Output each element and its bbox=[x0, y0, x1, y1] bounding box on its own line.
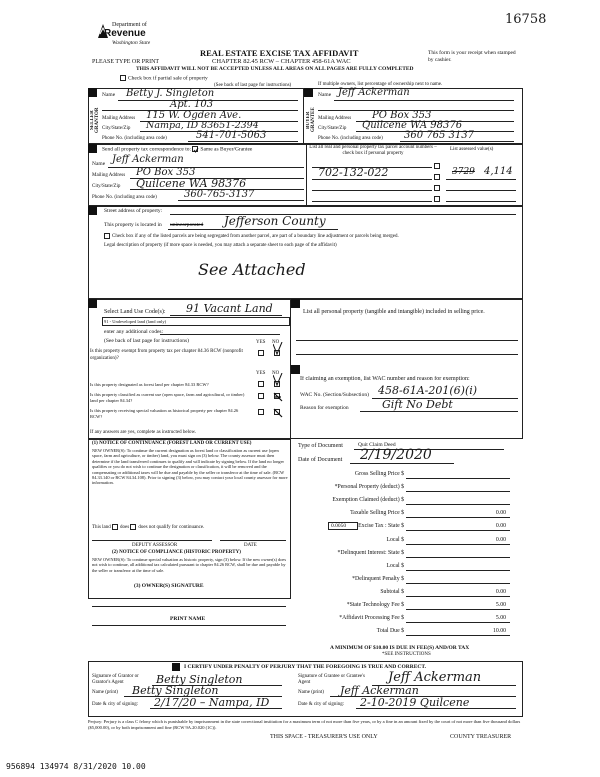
seller-phone-line bbox=[188, 141, 298, 142]
current-use-question: Is this property classified as current use (open space, farm and agricultural, or timber) land per chapter 84.34? bbox=[90, 392, 245, 403]
corr-mailing[interactable]: PO Box 353 bbox=[136, 167, 196, 178]
assessed-header: List assessed value(s) bbox=[450, 147, 494, 152]
notice1-title: (1) NOTICE OF CONTINUANCE (FOREST LAND OR CURRENT USE) bbox=[92, 441, 252, 446]
minimum-note: A MINIMUM OF $10.00 IS DUE IN FEE(S) AND/OR TAX bbox=[330, 645, 470, 651]
owner-sig-line bbox=[92, 606, 286, 607]
notice2-title: (2) NOTICE OF COMPLIANCE (HISTORIC PROPERTY) bbox=[112, 550, 241, 555]
grantor-date[interactable]: 2/17/20 – Nampa, ID bbox=[154, 696, 270, 709]
personal-property-line-2 bbox=[296, 354, 518, 355]
tax-row-value[interactable]: 0.00 bbox=[495, 536, 506, 543]
deputy-label: DEPUTY ASSESSOR bbox=[132, 543, 178, 548]
land-does-label: This land bbox=[92, 525, 111, 531]
county-treasurer: COUNTY TREASURER bbox=[450, 734, 512, 740]
parcel-header: List all real and personal property tax parcel account numbers – check box if personal property bbox=[309, 145, 437, 156]
assessed-line-3 bbox=[446, 201, 516, 202]
buyer-phone-line bbox=[400, 141, 514, 142]
seller-mailing-label: Mailing Address bbox=[102, 116, 136, 121]
tax-row-line bbox=[406, 517, 510, 518]
tax-row-label: Local $ bbox=[386, 562, 404, 569]
exempt-yes-checkbox[interactable] bbox=[258, 350, 264, 356]
q2-yes bbox=[258, 393, 266, 399]
parcel-checkbox-row-4 bbox=[434, 196, 442, 202]
street-label: Street address of property: bbox=[104, 208, 163, 214]
tax-row-value[interactable]: 5.00 bbox=[495, 602, 506, 608]
buyer-phone-label: Phone No. (including area code) bbox=[318, 136, 383, 141]
personal-property-checkbox[interactable] bbox=[434, 174, 440, 180]
tax-row-label: Subtotal $ bbox=[380, 588, 404, 595]
forest-yes-checkbox[interactable] bbox=[258, 381, 264, 387]
tax-row-label: *Delinquent Interest: State $ bbox=[337, 549, 404, 556]
form-title: REAL ESTATE EXCISE TAX AFFIDAVIT bbox=[200, 48, 359, 58]
seller-side-label: SELLER GRANTOR bbox=[90, 107, 100, 133]
multiple-owners-note: If multiple owners, list percentage of ownership next to name. bbox=[318, 82, 443, 87]
corr-city-label: City/State/Zip bbox=[92, 184, 121, 189]
no-label-2: NO bbox=[272, 371, 280, 376]
personal-property-line-1 bbox=[296, 340, 518, 341]
section-4-marker bbox=[88, 206, 97, 215]
exempt-no-checkbox[interactable] bbox=[274, 350, 280, 356]
seller-city-label: City/State/Zip bbox=[102, 126, 131, 131]
current-use-yes-checkbox[interactable] bbox=[258, 393, 264, 399]
corr-phone-line bbox=[178, 200, 304, 201]
buyer-name[interactable]: Jeff Ackerman bbox=[338, 87, 410, 98]
assessed-line-1 bbox=[446, 179, 516, 180]
tax-row-line bbox=[406, 544, 510, 545]
buyer-side-label: BUYER GRANTEE bbox=[306, 107, 316, 133]
does-not-checkbox[interactable] bbox=[130, 524, 136, 530]
corr-mailing-label: Mailing Address bbox=[92, 173, 126, 178]
tax-row-line bbox=[406, 491, 510, 492]
doc-type-label: Type of Document bbox=[298, 443, 343, 449]
if-yes-note: If any answers are yes, complete as instructed below. bbox=[90, 430, 197, 435]
doc-date-line bbox=[350, 463, 454, 464]
land-use-code[interactable]: 91 Vacant Land bbox=[186, 302, 273, 315]
owner-sig-label: (3) OWNER(S) SIGNATURE bbox=[134, 583, 204, 589]
q3-yes bbox=[258, 409, 266, 415]
same-as-buyer-checkbox[interactable] bbox=[192, 146, 198, 152]
exempt-question: Is this property exempt from property tax per chapter 84.36 RCW (nonprofit organization)? bbox=[90, 349, 243, 361]
warning-text: THIS AFFIDAVIT WILL NOT BE ACCEPTED UNLESS ALL AREAS ON ALL PAGES ARE FULLY COMPLETED bbox=[136, 66, 414, 72]
tax-row-label: Total Due $ bbox=[376, 628, 404, 635]
exempt-yes-box bbox=[258, 350, 266, 356]
tax-row-label: *Delinquent Penalty $ bbox=[352, 575, 404, 582]
tax-row-line bbox=[406, 478, 510, 479]
same-as-buyer-label: Same as Buyer/Grantee bbox=[200, 146, 253, 153]
historic-question: Is this property receiving special valuation as historical property per chapter 84.26 RCW? bbox=[90, 408, 239, 419]
county-line bbox=[168, 229, 338, 230]
see-instructions: *SEE INSTRUCTIONS bbox=[382, 652, 431, 657]
corr-city[interactable]: Quilcene WA 98376 bbox=[136, 177, 247, 190]
located-in-label: This property is located in bbox=[104, 222, 162, 228]
parcel-line-2 bbox=[312, 179, 432, 180]
tax-row-label: *State Technology Fee $ bbox=[346, 602, 404, 608]
receipt-note: This form is your receipt when stamped by cashier. bbox=[428, 50, 516, 63]
grantee-date-label: Date & city of signing: bbox=[298, 702, 345, 707]
personal-property-checkbox[interactable] bbox=[434, 196, 440, 202]
parcel-checkbox-row-3 bbox=[434, 185, 442, 191]
grantor-name-label: Name (print) bbox=[92, 690, 118, 695]
grantor-sig-label: Signature of Grantor or Grantor's Agent bbox=[92, 674, 139, 685]
land-does-row bbox=[92, 524, 204, 530]
seller-name-label: Name bbox=[102, 92, 116, 98]
certify-text: I CERTIFY UNDER PENALTY OF PERJURY THAT THE FOREGOING IS TRUE AND CORRECT. bbox=[184, 664, 427, 670]
exempt-no-box bbox=[274, 350, 282, 356]
document-number: 16758 bbox=[505, 12, 547, 27]
grantee-sig-label: Signature of Grantee or Grantee's Agent bbox=[298, 674, 365, 685]
see-back-note: (See back of last page for instructions) bbox=[214, 83, 292, 88]
tax-row-line bbox=[406, 622, 510, 623]
doc-date[interactable]: 2/19/2020 bbox=[360, 447, 432, 463]
parcel-checkboxes bbox=[434, 163, 442, 169]
historic-yes-checkbox[interactable] bbox=[258, 409, 264, 415]
q1-no bbox=[274, 381, 282, 387]
grantee-signature[interactable]: Jeff Ackerman bbox=[388, 670, 482, 685]
notice2-text: NEW OWNER(S): To continue special valuation as historic property, sign (3) below. If the new owner(s) does not wish to continue, all additional tax calculated pursuant to chapter 84.26 RCW, shall be due and payable by the seller or transferor at the time of sale. bbox=[92, 557, 287, 573]
land-use-line bbox=[170, 315, 282, 316]
section-6-marker bbox=[291, 299, 300, 308]
buyer-name-label: Name bbox=[318, 92, 332, 98]
assessed-line-2 bbox=[446, 190, 516, 191]
segregation-checkbox[interactable] bbox=[104, 233, 110, 239]
correspondence-label-row bbox=[102, 146, 252, 152]
section-7-marker bbox=[291, 365, 300, 374]
land-use-select-value: 91 - Undeveloped land (land only) bbox=[104, 319, 167, 324]
doc-date-label: Date of Document bbox=[298, 457, 343, 463]
current-use-no-checkbox[interactable] bbox=[274, 393, 280, 399]
deputy-date-line bbox=[220, 540, 286, 541]
land-use-label: Select Land Use Code(s): bbox=[104, 309, 166, 315]
local-rate: 0.0050 bbox=[331, 523, 347, 529]
historic-no-checkbox[interactable] bbox=[274, 409, 280, 415]
parcel-checkbox-row-2 bbox=[434, 174, 442, 180]
corr-divider bbox=[306, 144, 307, 206]
wac-number[interactable]: 458-61A-201(6)(i) bbox=[378, 384, 478, 397]
tax-row-label: Gross Selling Price $ bbox=[354, 471, 404, 477]
correspondence-label: Send all property tax correspondence to: bbox=[102, 146, 192, 153]
section-8-marker bbox=[172, 663, 180, 671]
tax-row-line bbox=[406, 557, 510, 558]
tax-row-value[interactable]: 0.00 bbox=[495, 510, 506, 517]
grantee-name[interactable]: Jeff Ackerman bbox=[340, 684, 419, 697]
tax-row-label: Local $ bbox=[386, 536, 404, 543]
yes-label-1: YES bbox=[256, 340, 266, 345]
tax-row-label: Exemption Claimed (deduct) $ bbox=[332, 497, 404, 504]
perjury-notice: Perjury: Perjury is a class C felony which is punishable by imprisonment in the state correctional institution for a maximum term of not more than five years, or by a fine in an amount fixed by the court of not more than five thousand dollars ($5,000.00), or by both imprisonment and fine (RCW 9A.20.020 (1C)). bbox=[88, 719, 521, 730]
print-name-label: PRINT NAME bbox=[170, 616, 206, 622]
section-3-marker bbox=[88, 144, 97, 153]
corr-phone-label: Phone No. (including area code) bbox=[92, 195, 157, 200]
forest-question: Is this property designated as forest land per chapter 84.33 RCW? bbox=[90, 382, 209, 387]
corr-name[interactable]: Jeff Ackerman bbox=[112, 154, 184, 165]
exemption-claim-label: If claiming an exemption, list WAC number and reason for exemption: bbox=[300, 376, 470, 382]
legal-label: Legal description of property (if more space is needed, you may attach a separate sheet to each page of the affidavit) bbox=[104, 243, 337, 248]
q2-no bbox=[274, 393, 282, 399]
tax-row-line bbox=[406, 596, 510, 597]
assessed-struck: 3729 bbox=[452, 167, 475, 177]
treasurer-only: THIS SPACE - TREASURER'S USE ONLY bbox=[270, 734, 378, 740]
check-mark-icon bbox=[193, 147, 199, 153]
tax-row-value[interactable]: 0.00 bbox=[495, 588, 506, 595]
seller-city[interactable]: Nampa, ID 83651-2394 bbox=[146, 120, 259, 131]
yes-label-2: YES bbox=[256, 371, 266, 376]
grantor-date-label: Date & city of signing: bbox=[92, 702, 139, 707]
buyer-mailing-label: Mailing Address bbox=[318, 116, 352, 121]
unincorporated-struck: unincorporated bbox=[170, 222, 204, 228]
reason-label: Reason for exemption bbox=[300, 405, 349, 411]
tax-row-label: *Personal Property (deduct) $ bbox=[334, 484, 404, 491]
partial-sale-row bbox=[120, 75, 208, 81]
q3-no bbox=[274, 409, 282, 415]
check-mark-icon bbox=[273, 392, 283, 402]
segregation-row bbox=[104, 233, 399, 239]
section-5-marker bbox=[88, 299, 97, 308]
grantor-signature[interactable]: Betty Singleton bbox=[156, 673, 243, 686]
agency-line1: Department of bbox=[112, 22, 147, 28]
q1-yes bbox=[258, 381, 266, 387]
tax-row-value[interactable]: 0.00 bbox=[495, 523, 506, 530]
buyer-city[interactable]: Quilcene WA 98376 bbox=[362, 120, 463, 131]
corr-phone[interactable]: 360-765-3137 bbox=[184, 189, 255, 200]
check-mark-icon bbox=[273, 408, 283, 418]
notice1-text: NEW OWNER(S): To continue the current designation as forest land or classification as current use (open space, farm and agriculture, or timber) land, you must sign on (3) below. The county assessor must then determine if the land transferred continues to qualify and will indicate by signing below. If the land no longer qualifies or you do not wish to continue the designation or classification, it will be removed and the compensating or additional taxes will be due and payable by the seller or transferor at the time of sale. (RCW 84.33.140 or RCW 84.34.108). Prior to signing (3) below, you may contact your local county assessor for more information. bbox=[92, 448, 288, 486]
forest-no-checkbox[interactable] bbox=[274, 381, 280, 387]
land-use-see-back: (See back of last page for instructions) bbox=[104, 338, 189, 344]
wac-label: WAC No. (Section/Subsection) bbox=[300, 392, 369, 398]
agency-state: Washington State bbox=[112, 40, 151, 46]
seller-phone-label: Phone No. (including area code) bbox=[102, 136, 167, 141]
no-label-1: NO bbox=[272, 340, 280, 345]
doc-type[interactable]: Quit Claim Deed bbox=[358, 442, 396, 448]
tax-row-label: Taxable Selling Price $ bbox=[350, 510, 404, 517]
personal-property-checkbox[interactable] bbox=[434, 163, 440, 169]
buyer-city-label: City/State/Zip bbox=[318, 126, 347, 131]
personal-property-checkbox[interactable] bbox=[434, 185, 440, 191]
does-label: does bbox=[120, 525, 130, 531]
deputy-line bbox=[92, 540, 212, 541]
does-checkbox[interactable] bbox=[112, 524, 118, 530]
parcel-number[interactable]: 702-132-022 bbox=[318, 166, 389, 179]
seller-mailing[interactable]: 115 W. Ogden Ave. bbox=[146, 110, 242, 121]
buyer-phone[interactable]: 360 765 3137 bbox=[404, 130, 474, 141]
seller-phone[interactable]: 541-701-5063 bbox=[196, 130, 267, 141]
buyer-mailing[interactable]: PO Box 353 bbox=[372, 110, 432, 121]
deputy-date-label: DATE bbox=[244, 543, 257, 548]
partial-sale-label: Check box if partial sale of property bbox=[128, 75, 208, 82]
reason-line bbox=[360, 411, 518, 412]
print-name-line bbox=[92, 625, 286, 626]
segregation-note: Check box if any of the listed parcels are being segregated from another parcel, are part of a boundary line adjustment or parcels being merged. bbox=[112, 234, 399, 240]
exemption-reason[interactable]: Gift No Debt bbox=[382, 398, 453, 411]
tax-row-label: *Affidavit Processing Fee $ bbox=[339, 615, 404, 622]
seller-name[interactable]: Betty J. Singleton bbox=[126, 88, 215, 99]
section-1-marker bbox=[88, 88, 97, 97]
tax-row-line bbox=[406, 570, 510, 571]
tax-row-label: Excise Tax : State $ bbox=[358, 523, 404, 530]
tax-row-line bbox=[406, 504, 510, 505]
recording-stamp: 956894 134974 8/31/2020 10.00 bbox=[6, 762, 146, 771]
county[interactable]: Jefferson County bbox=[224, 214, 326, 228]
grantee-date[interactable]: 2-10-2019 Quilcene bbox=[360, 696, 470, 709]
grantor-name[interactable]: Betty Singleton bbox=[132, 684, 219, 697]
tax-row-line bbox=[406, 530, 510, 531]
grantee-name-label: Name (print) bbox=[298, 690, 324, 695]
street-line bbox=[170, 214, 516, 215]
print-note: PLEASE TYPE OR PRINT bbox=[92, 59, 160, 65]
section-2-marker bbox=[304, 88, 313, 97]
parcel-line-4 bbox=[312, 201, 432, 202]
tax-row-value[interactable]: 10.00 bbox=[492, 628, 506, 635]
tax-row-line bbox=[406, 635, 510, 636]
tax-row-line bbox=[406, 609, 510, 610]
seller-name2[interactable]: Apt. 103 bbox=[170, 99, 214, 110]
legal-description[interactable]: See Attached bbox=[198, 260, 306, 279]
check-mark-icon bbox=[273, 342, 283, 356]
check-mark-icon bbox=[273, 373, 283, 387]
form-subtitle: CHAPTER 82.45 RCW – CHAPTER 458-61A WAC bbox=[212, 58, 351, 65]
tax-row-value[interactable]: 5.00 bbox=[495, 615, 506, 622]
does-not-label: does not qualify for continuance. bbox=[138, 525, 205, 531]
agency-name: Revenue bbox=[104, 28, 146, 39]
corr-name-label: Name bbox=[92, 161, 106, 167]
assessed-value[interactable]: 4,114 bbox=[484, 166, 513, 177]
parcel-line-3 bbox=[312, 190, 432, 191]
buyer-name-line bbox=[334, 100, 514, 101]
partial-sale-checkbox[interactable] bbox=[120, 75, 126, 81]
additional-codes-label: enter any additional codes: bbox=[104, 329, 164, 335]
personal-property-label: List all personal property (tangible and intangible) included in selling price. bbox=[303, 309, 485, 315]
additional-codes-line bbox=[160, 334, 280, 335]
tax-row-line bbox=[406, 583, 510, 584]
